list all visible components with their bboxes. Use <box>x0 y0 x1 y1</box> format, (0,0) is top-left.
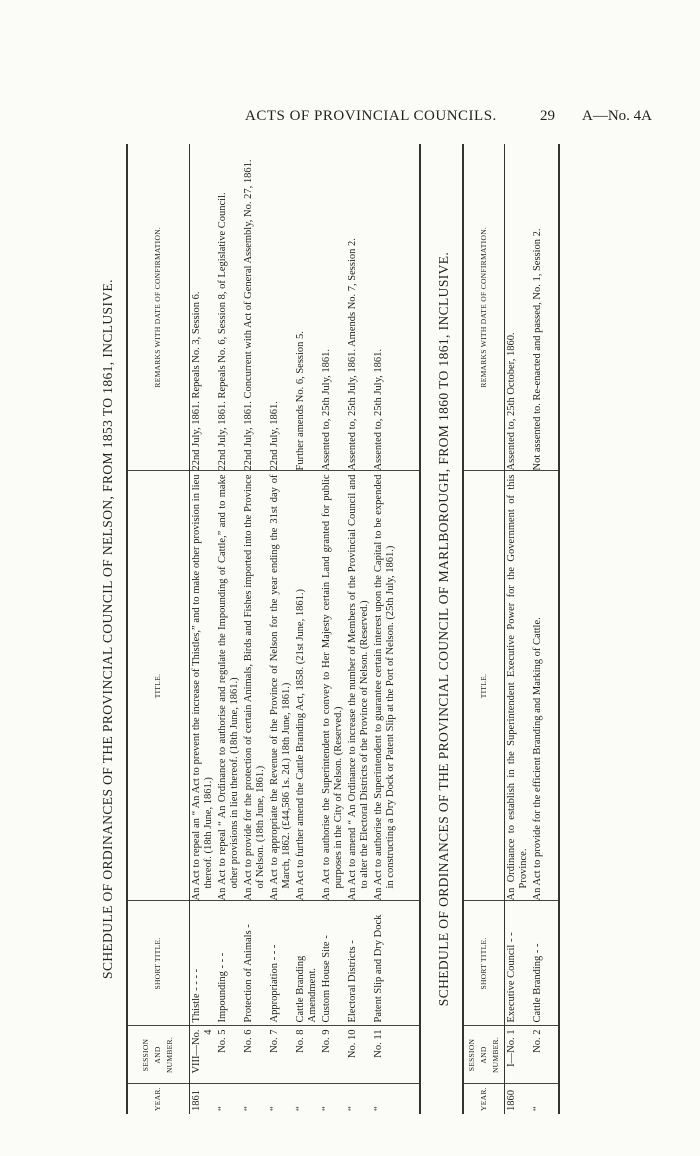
cell-year: “ <box>372 1084 420 1114</box>
cell-remarks: 22nd July, 1861. Repeals No. 3, Session 6. <box>190 291 202 471</box>
table-row <box>505 144 532 1114</box>
page-header <box>0 108 700 128</box>
cell-session: No. 8 <box>294 1026 320 1084</box>
cell-session: No. 2 <box>531 1026 559 1084</box>
page-number: 29 <box>540 108 555 124</box>
cell-year: “ <box>242 1084 268 1114</box>
col-remarks: REMARKS WITH DATE OF CONFIRMATION. <box>127 144 189 471</box>
table-row <box>294 144 320 1114</box>
cell-short-title: Appropriation - - - <box>268 901 294 1026</box>
cell-remarks: Assented to, 25th July, 1861. <box>372 144 420 471</box>
col-short-title: SHORT TITLE. <box>127 901 189 1026</box>
col-session: SESSION AND NUMBER. <box>463 1026 505 1084</box>
cell-remarks: 22nd July, 1861. <box>268 401 280 471</box>
table-row <box>531 144 559 1114</box>
cell-year: “ <box>320 1084 346 1114</box>
cell-session: No. 9 <box>320 1026 346 1084</box>
cell-session: No. 11 <box>372 1026 420 1084</box>
cell-session: No. 10 <box>346 1026 372 1084</box>
col-session: SESSION AND NUMBER. <box>127 1026 189 1084</box>
cell-remarks: Not assented to. Re-enacted and passed, No. 1, Session 2. <box>531 144 559 471</box>
cell-title: An Act to authorise the Superintendent to guarantee certain interest upon the Capital to be expended in constructing a Dry Dock or Patent Slip at the Port of Nelson. (25th July, 1861.) <box>372 471 420 901</box>
cell-short-title: Executive Council - - <box>505 901 532 1026</box>
cell-title: An Act to repeal “ An Ordinance to authorise and regulate the Impounding of Cattle,” and to make other provisions in lieu thereof. (18th June, 1861.) <box>216 471 242 901</box>
cell-short-title: Custom House Site - <box>320 901 346 1026</box>
nelson-schedule-title: SCHEDULE OF ORDINANCES OF THE PROVINCIAL COUNCIL OF NELSON, FROM 1853 TO 1861, INCLUSIVE. <box>100 279 115 979</box>
cell-year: “ <box>346 1084 372 1114</box>
cell-title: An Ordinance to establish in the Superintendent Executive Power for the Government of this Province. <box>505 471 532 901</box>
cell-short-title: Cattle Branding Amendment. <box>294 901 320 1026</box>
cell-remarks: 22nd July, 1861. Repeals No. 6, Session 8, of Legislative Council. <box>216 192 228 471</box>
table-row <box>189 144 216 1114</box>
col-short-title: SHORT TITLE. <box>463 901 505 1026</box>
marlborough-schedule-title: SCHEDULE OF ORDINANCES OF THE PROVINCIAL COUNCIL OF MARLBOROUGH, FROM 1860 TO 1861, INCLUSIVE. <box>436 251 451 1007</box>
cell-title: An Act to provide for the protection of certain Animals, Birds and Fishes imported into the Province of Nelson. (18th June, 1861.) <box>242 471 268 901</box>
cell-session: No. 6 <box>242 1026 268 1084</box>
col-remarks: REMARKS WITH DATE OF CONFIRMATION. <box>463 144 505 471</box>
cell-title: An Act to provide for the efficient Branding and Marking of Cattle. <box>531 471 559 901</box>
cell-remarks: Further amends No. 6, Session 5. <box>294 331 306 471</box>
marlborough-schedule-table <box>462 144 560 1114</box>
document-reference: A—No. 4A <box>582 108 652 124</box>
cell-remarks: 22nd July, 1861. Concurrent with Act of General Assembly, No. 27, 1861. <box>242 159 254 471</box>
cell-short-title: Impounding - - - <box>216 901 242 1026</box>
cell-title: An Act to repeal an “ An Act to prevent the increase of Thistles,” and to make other provision in lieu thereof. (18th June, 1861.) <box>189 471 216 901</box>
cell-short-title: Protection of Animals - <box>242 901 268 1026</box>
cell-year: 1860 <box>505 1084 532 1114</box>
cell-year: “ <box>268 1084 294 1114</box>
cell-session: I—No. 1 <box>505 1026 532 1084</box>
rotated-schedules <box>100 144 620 1114</box>
cell-session: No. 5 <box>216 1026 242 1084</box>
cell-year: “ <box>294 1084 320 1114</box>
table-row <box>372 144 420 1114</box>
cell-short-title: Cattle Branding - - <box>531 901 559 1026</box>
col-title: TITLE. <box>127 471 189 901</box>
col-year: YEAR. <box>127 1084 189 1114</box>
cell-session: VIII—No. 4 <box>189 1026 216 1084</box>
table-row <box>268 144 294 1114</box>
cell-remarks: Assented to, 25th July, 1861. <box>320 348 332 471</box>
table-row <box>242 144 268 1114</box>
running-title: ACTS OF PROVINCIAL COUNCILS. <box>245 108 497 124</box>
nelson-schedule-table <box>126 144 421 1114</box>
cell-short-title: Thistle - - - - <box>189 901 216 1026</box>
cell-short-title: Electoral Districts - <box>346 901 372 1026</box>
cell-title: An Act to authorise the Superintendent to convey to Her Majesty certain Land granted for public purposes in the City of Nelson. (Reserved.) <box>320 471 346 901</box>
cell-year: 1861 <box>189 1084 216 1114</box>
col-title: TITLE. <box>463 471 505 901</box>
table-row <box>346 144 372 1114</box>
cell-remarks: Assented to, 25th July, 1861. Amends No. 7, Session 2. <box>346 238 358 471</box>
table-row <box>320 144 346 1114</box>
cell-title: An Act to appropriate the Revenue of the Province of Nelson for the year ending the 31st day of March, 1862. (£44,586 1s. 2d.) 18th June, 1861.) <box>268 471 294 901</box>
cell-year: “ <box>531 1084 559 1114</box>
cell-year: “ <box>216 1084 242 1114</box>
cell-session: No. 7 <box>268 1026 294 1084</box>
table-row <box>216 144 242 1114</box>
cell-title: An Act to amend “ An Ordinance to increase the number of Members of the Provincial Council and to alter the Electoral Districts of the Province of Nelson. (Reserved.) <box>346 471 372 901</box>
col-year: YEAR. <box>463 1084 505 1114</box>
cell-title: An Act to further amend the Cattle Branding Act, 1858. (21st June, 1861.) <box>294 471 320 901</box>
cell-remarks: Assented to, 25th October, 1860. <box>506 332 517 471</box>
cell-short-title: Patent Slip and Dry Dock <box>372 901 420 1026</box>
